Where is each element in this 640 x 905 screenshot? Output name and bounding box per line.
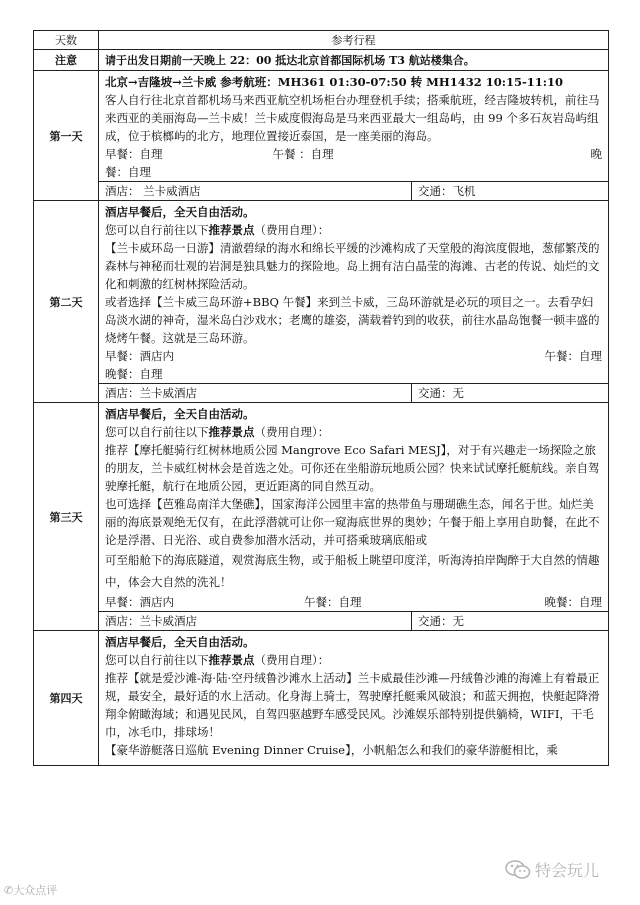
hotel-transport-row	[99, 611, 608, 630]
transport: 交通：飞机	[418, 184, 476, 198]
day-title: 酒店早餐后，全天自由活动。	[105, 407, 255, 421]
breakfast: 早餐：酒店内	[105, 349, 174, 363]
lunch: 午餐 ：自理	[272, 147, 334, 161]
activity-paragraph: 或者选择【兰卡威三岛环游+BBQ 午餐】来到兰卡威，三岛环游就是必玩的项目之一。去看孕妇岛淡水湖的神奇，湿米岛白沙戏水；老鹰的雄姿，满载着钓到的收获，前往水晶岛饱餐一顿丰盛的烧烤午餐。这就是三岛环游。	[105, 295, 600, 345]
watermark-account-name: 特会玩儿	[535, 861, 600, 880]
hotel: 酒店：兰卡威酒店	[99, 612, 412, 630]
breakfast: 早餐：酒店内	[105, 595, 174, 609]
dinner: 晚餐：自理	[544, 595, 602, 609]
day-title: 酒店早餐后，全天自由活动。	[105, 205, 255, 219]
intro-note: （费用自理）：	[254, 425, 330, 439]
day-row	[34, 71, 609, 201]
intro-text: 您可以自行前往以下	[105, 223, 209, 237]
wechat-icon	[505, 860, 531, 880]
meals-line	[105, 593, 602, 611]
hotel-transport-row	[99, 383, 608, 402]
activity-paragraph: 推荐【就是爱沙滩-海·陆·空丹绒鲁沙滩水上活动】兰卡威最佳沙滩—丹绒鲁沙滩的海滩上有着最正规，最安全，最好适的水上活动。化身海上骑士，驾驶摩托艇乘风破浪；和蓝天拥抱，快艇起降滑翔伞俯瞰海域；和遇见民风，自驾四驱越野车感受民风。沙滩娱乐部特别提供躺椅，WIFI，干毛巾，冰毛巾，排球场！	[105, 671, 600, 739]
meals-line	[105, 347, 602, 365]
day-content	[99, 631, 609, 766]
activity-paragraph: 可至船舱下的海底隧道，观赏海底生物，或于船板上眺望印度洋，听海涛拍岸陶醉于大自然的情趣中，体会大自然的洗礼！	[105, 553, 600, 589]
notice-text: 请于出发日期前一天晚上 22：00 抵达北京首都国际机场 T3 航站楼集合。	[99, 50, 609, 71]
day-content	[99, 201, 609, 403]
transport: 交通：无	[418, 614, 464, 628]
day-row	[34, 631, 609, 766]
breakfast: 早餐：自理	[105, 147, 163, 161]
intro-highlight: 推荐景点	[208, 653, 255, 667]
dinner-part: 晚	[590, 147, 602, 161]
activity-paragraph: 【兰卡威环岛一日游】清澈碧绿的海水和绵长平缓的沙滩构成了天堂般的海滨度假地，葱郁繁茂的森林与神秘而壮观的岩洞是独具魅力的探险地。岛上拥有洁白晶莹的海滩、古老的传说、灿烂的文化和刺激的红树林探险活动。	[105, 241, 600, 291]
day-title: 酒店早餐后，全天自由活动。	[105, 635, 255, 649]
watermark-dianping: ✆大众点评	[4, 884, 58, 897]
dinner-line: 晚餐：自理	[105, 367, 163, 381]
activity-paragraph: 【豪华游艇落日巡航 Evening Dinner Cruise】，小帆船怎么和我们的豪华游艇相比，乘	[105, 743, 558, 757]
watermark-account	[505, 858, 599, 881]
dinner-line: 餐：自理	[105, 165, 151, 179]
recommend-intro	[105, 423, 602, 441]
day-label: 第一天	[34, 71, 99, 201]
header-day-column: 天数	[34, 31, 99, 50]
header-itinerary-column: 参考行程	[99, 31, 609, 50]
header-row	[34, 31, 609, 50]
lunch: 午餐：自理	[304, 595, 362, 609]
day-content	[99, 403, 609, 631]
hotel: 酒店：兰卡威酒店	[99, 384, 412, 402]
day-label: 第二天	[34, 201, 99, 403]
notice-label: 注意	[34, 50, 99, 71]
activity-paragraph: 也可选择【芭雅岛南洋大堡礁】，国家海洋公园里丰富的热带鱼与珊瑚礁生态，闻名于世。灿烂美丽的海底景观绝无仅有，在此浮潜就可让你一窥海底世界的奥妙；午餐于船上享用自助餐，在此不论是浮潜、日光浴、或自费参加潜水活动，并可搭乘玻璃底船或	[105, 497, 600, 547]
hotel: 酒店： 兰卡威酒店	[99, 182, 412, 200]
recommend-intro	[105, 221, 602, 239]
notice-row	[34, 50, 609, 71]
day-label: 第三天	[34, 403, 99, 631]
transport: 交通：无	[418, 386, 464, 400]
day-label: 第四天	[34, 631, 99, 766]
day-row	[34, 403, 609, 631]
route-line: 北京→吉隆坡→兰卡威 参考航班：MH361 01:30-07:50 转 MH1432 10:15-11:10	[105, 75, 564, 89]
meals-line	[105, 145, 602, 163]
day-description: 客人自行往北京首都机场马来西亚航空机场柜台办理登机手续；搭乘航班，经吉隆坡转机，前往马来西亚的美丽海岛—兰卡威！兰卡威度假海岛是马来西亚最大一组岛屿，由 99 个多石灰岩岛屿组成，位于槟榔屿的北方，地理位置接近泰国，是一座美丽的海岛。	[105, 93, 600, 143]
day-row	[34, 201, 609, 403]
intro-note: （费用自理）：	[254, 653, 330, 667]
intro-highlight: 推荐景点	[208, 425, 255, 439]
hotel-transport-row	[99, 181, 608, 200]
day-content	[99, 71, 609, 201]
activity-paragraph: 推荐【摩托艇骑行红树林地质公园 Mangrove Eco Safari MESJ】，对于有兴趣走一场探险之旅的朋友，兰卡威红树林会是首选之处。可你还在坐船游玩地质公园？快来试试摩托艇航线。亲自驾驶摩托艇，航行在地质公园，更近距离的同自然互动。	[105, 443, 600, 493]
intro-highlight: 推荐景点	[208, 223, 255, 237]
intro-note: （费用自理）：	[254, 223, 330, 237]
recommend-intro	[105, 651, 602, 669]
intro-text: 您可以自行前往以下	[105, 653, 209, 667]
intro-text: 您可以自行前往以下	[105, 425, 209, 439]
lunch: 午餐：自理	[544, 349, 602, 363]
itinerary-table	[33, 30, 609, 766]
